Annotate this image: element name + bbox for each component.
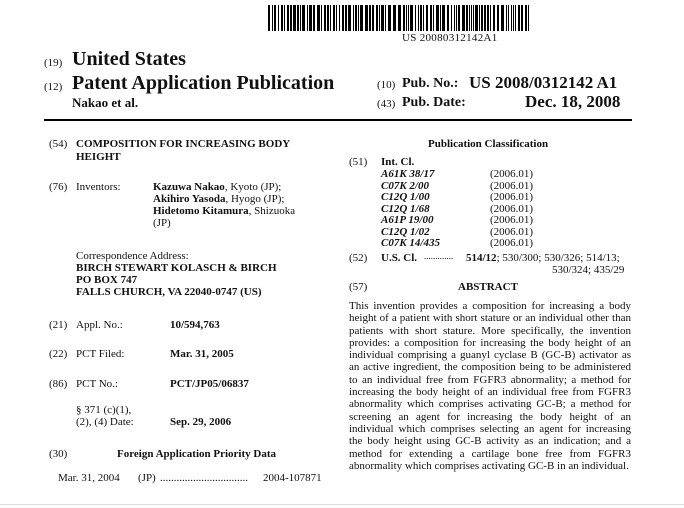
barcode-bar [274, 5, 276, 31]
barcode-bar [278, 5, 279, 31]
intcl-code: (51) [349, 156, 368, 168]
inventor-1 [153, 181, 281, 193]
intcl-class: A61K 38/17 [381, 168, 435, 180]
barcode-bar [336, 5, 337, 31]
header-rule [44, 119, 632, 121]
pct-filed-date: Mar. 31, 2005 [170, 348, 234, 360]
correspondence-line-2: PO BOX 747 [76, 274, 138, 286]
barcode-bar [466, 5, 468, 31]
barcode-bar [418, 5, 419, 31]
inventor-1-location: , Kyoto (JP); [224, 181, 282, 193]
intcl-class: A61P 19/00 [381, 214, 434, 226]
barcode-bar [372, 5, 374, 31]
uscl-dots: ............. [424, 251, 454, 261]
barcode-bar [317, 5, 320, 31]
barcode-bar [515, 5, 516, 31]
barcode-bar [268, 5, 270, 31]
title-code: (54) [49, 138, 68, 150]
barcode-bar [493, 5, 495, 31]
appl-no: 10/594,763 [170, 319, 220, 331]
uscl-label: U.S. Cl. [381, 252, 418, 264]
inventor-1-name: Kazuwa Nakao [153, 181, 225, 193]
barcode-bar [379, 5, 380, 31]
intcl-version: (2006.01) [490, 237, 534, 249]
barcode-bar [456, 5, 457, 31]
barcode-bar [321, 5, 322, 31]
foreign-heading: Foreign Application Priority Data [117, 448, 276, 460]
country: United States [72, 48, 186, 70]
barcode-bar [365, 5, 368, 31]
abstract-heading: ABSTRACT [458, 281, 518, 293]
barcode-bar [300, 5, 301, 31]
barcode-bar [462, 5, 465, 31]
barcode-bar [385, 5, 386, 31]
foreign-code: (30) [49, 448, 68, 460]
s371-date: Sep. 29, 2006 [170, 416, 232, 428]
barcode-bar [360, 5, 363, 31]
abstract-text: This invention provides a composition for increasing a body height of a patient with short stature or an individual other than patients with short stature. More specifically, the invention provides: a composition for increasing the body height of an individual comprising a guanyl cyclase B (GC-B) activator as an active ingredient, the composition being to be administered to an individual free from FGFR3 abnormality; a method for increasing the body height of an individual free from FGFR3 abnormality which comprises activating GC-B; a method for screening an agent for increasing the body height of an individual which comprises selecting an agent for increasing the body height using GC-B activity as an indication; and a method for extending a cartilage bone free from FGFR3 abnormality which comprises activating GC-B in an individual. [349, 300, 631, 472]
code-19: (19) [44, 57, 63, 69]
barcode-bar [272, 5, 273, 31]
barcode-bar [284, 5, 285, 31]
barcode-bar [376, 5, 378, 31]
barcode-bar [345, 5, 347, 31]
intcl-class: C07K 2/00 [381, 179, 429, 192]
intcl-class: C12Q 1/02 [381, 225, 430, 238]
foreign-country: (JP) [138, 472, 156, 484]
intcl-class: C12Q 1/00 [381, 191, 430, 203]
barcode-bar [487, 5, 489, 31]
barcode-bar [525, 5, 527, 31]
pct-no: PCT/JP05/06837 [170, 378, 249, 390]
barcode-bar [339, 5, 340, 31]
appl-code: (21) [49, 319, 68, 331]
barcode-bar [506, 5, 507, 31]
barcode-bar [342, 5, 344, 31]
intcl-class: C07K 14/435 [381, 237, 440, 249]
inventor-2 [153, 193, 284, 205]
foreign-date: Mar. 31, 2004 [58, 472, 120, 484]
barcode-bar [398, 5, 401, 31]
barcode-bar [309, 5, 312, 31]
barcode-bar [508, 5, 509, 31]
inventor-2-name: Akihiro Yasoda [153, 193, 226, 205]
correspondence-line-1: BIRCH STEWART KOLASCH & BIRCH [76, 262, 277, 274]
barcode-bar [406, 5, 407, 31]
code-12: (12) [44, 81, 63, 93]
barcode-bar [513, 5, 514, 31]
uscl-rest-cont: 530/324; 435/29 [552, 264, 625, 276]
inventors-short: Nakao et al. [72, 95, 139, 110]
barcode-bar [497, 5, 499, 31]
s371-line-1: § 371 (c)(1), [76, 404, 132, 416]
barcode-bar [408, 5, 409, 31]
intcl-version: (2006.01) [490, 168, 534, 180]
barcode-bar [475, 5, 478, 31]
barcode-bar [518, 5, 520, 31]
intcl-class: C12Q 1/68 [381, 202, 430, 215]
barcode-number: US 20080312142A1 [402, 32, 498, 44]
s371-line-2: (2), (4) Date: [76, 416, 134, 428]
barcode-bar [481, 5, 483, 31]
barcode-bar [281, 5, 283, 31]
barcode-bar [420, 5, 422, 31]
pct-filed-code: (22) [49, 348, 68, 360]
barcode-bar [353, 5, 354, 31]
inventor-3 [153, 205, 295, 217]
barcode-bar [501, 5, 504, 31]
barcode-bar [433, 5, 434, 31]
barcode-bar [313, 5, 315, 31]
title-line-1: COMPOSITION FOR INCREASING BODY [76, 138, 291, 150]
barcode-bar [415, 5, 416, 31]
barcode-bar [458, 5, 460, 31]
barcode-bar [442, 5, 445, 31]
barcode-bar [369, 5, 371, 31]
pub-no-label: Pub. No.: [402, 76, 459, 91]
doc-type: Patent Application Publication [72, 72, 335, 94]
barcode-bar [521, 5, 523, 31]
barcode-bar [348, 5, 351, 31]
inventors-label: Inventors: [76, 181, 121, 193]
barcode-bar [473, 5, 474, 31]
barcode-bar [490, 5, 491, 31]
pub-class-heading: Publication Classification [428, 138, 549, 150]
inventor-3-location-cont: (JP) [153, 217, 171, 229]
barcode-bar [479, 5, 480, 31]
code-43: (43) [377, 98, 396, 110]
correspondence-line-3: FALLS CHURCH, VA 22040-0747 (US) [76, 286, 262, 298]
intcl-version: (2006.01) [490, 225, 534, 238]
intcl-version: (2006.01) [490, 179, 534, 192]
barcode-bar [471, 5, 472, 31]
uscl-rest: ; 530/300; 530/326; 514/13; [496, 252, 620, 264]
barcode-bar [469, 5, 470, 31]
barcode-bar [327, 5, 329, 31]
intcl-version: (2006.01) [490, 191, 534, 203]
pub-no: US 2008/0312142 A1 [469, 73, 618, 92]
intcl-label: Int. Cl. [381, 156, 415, 168]
uscl-main: 514/12 [466, 252, 497, 264]
barcode-bar [297, 5, 299, 31]
bottom-divider [0, 504, 684, 505]
correspondence-label: Correspondence Address: [76, 250, 189, 262]
code-10: (10) [377, 79, 396, 91]
barcode-bar [330, 5, 331, 31]
barcode [268, 5, 532, 31]
inventor-3-location: , Shizuoka [248, 205, 296, 217]
barcode-bar [290, 5, 292, 31]
inventor-3-name: Hidetomo Kitamura [153, 205, 249, 217]
barcode-bar [287, 5, 289, 31]
pct-no-label: PCT No.: [76, 378, 118, 390]
pct-filed-label: PCT Filed: [76, 348, 125, 360]
barcode-bar [426, 5, 428, 31]
barcode-bar [403, 5, 405, 31]
barcode-bar [381, 5, 384, 31]
abstract-code: (57) [349, 281, 368, 293]
intcl-version: (2006.01) [490, 214, 534, 226]
barcode-bar [393, 5, 396, 31]
appl-label: Appl. No.: [76, 319, 123, 331]
barcode-bar [388, 5, 391, 31]
pub-date: Dec. 18, 2008 [525, 92, 621, 111]
barcode-bar [333, 5, 335, 31]
barcode-bar [430, 5, 432, 31]
barcode-bar [440, 5, 441, 31]
foreign-number: 2004-107871 [263, 472, 322, 484]
barcode-bar [423, 5, 424, 31]
intcl-version: (2006.01) [490, 202, 534, 215]
barcode-bar [484, 5, 486, 31]
uscl-code: (52) [349, 252, 368, 264]
barcode-bar [410, 5, 413, 31]
title-line-2: HEIGHT [76, 151, 121, 163]
inventors-code: (76) [49, 181, 68, 193]
barcode-bar [451, 5, 452, 31]
barcode-bar [293, 5, 296, 31]
barcode-bar [324, 5, 326, 31]
barcode-bar [447, 5, 449, 31]
pct-no-code: (86) [49, 378, 68, 390]
barcode-bar [454, 5, 455, 31]
barcode-bar [511, 5, 512, 31]
uscl-classes [466, 252, 620, 264]
barcode-bar [528, 5, 529, 31]
inventor-2-location: , Hyogo (JP); [225, 193, 285, 205]
barcode-bar [355, 5, 357, 31]
barcode-bar [358, 5, 359, 31]
foreign-dots: ................................ [160, 472, 248, 484]
barcode-bar [302, 5, 305, 31]
barcode-bar [307, 5, 308, 31]
pub-date-label: Pub. Date: [402, 95, 466, 110]
barcode-bar [436, 5, 439, 31]
